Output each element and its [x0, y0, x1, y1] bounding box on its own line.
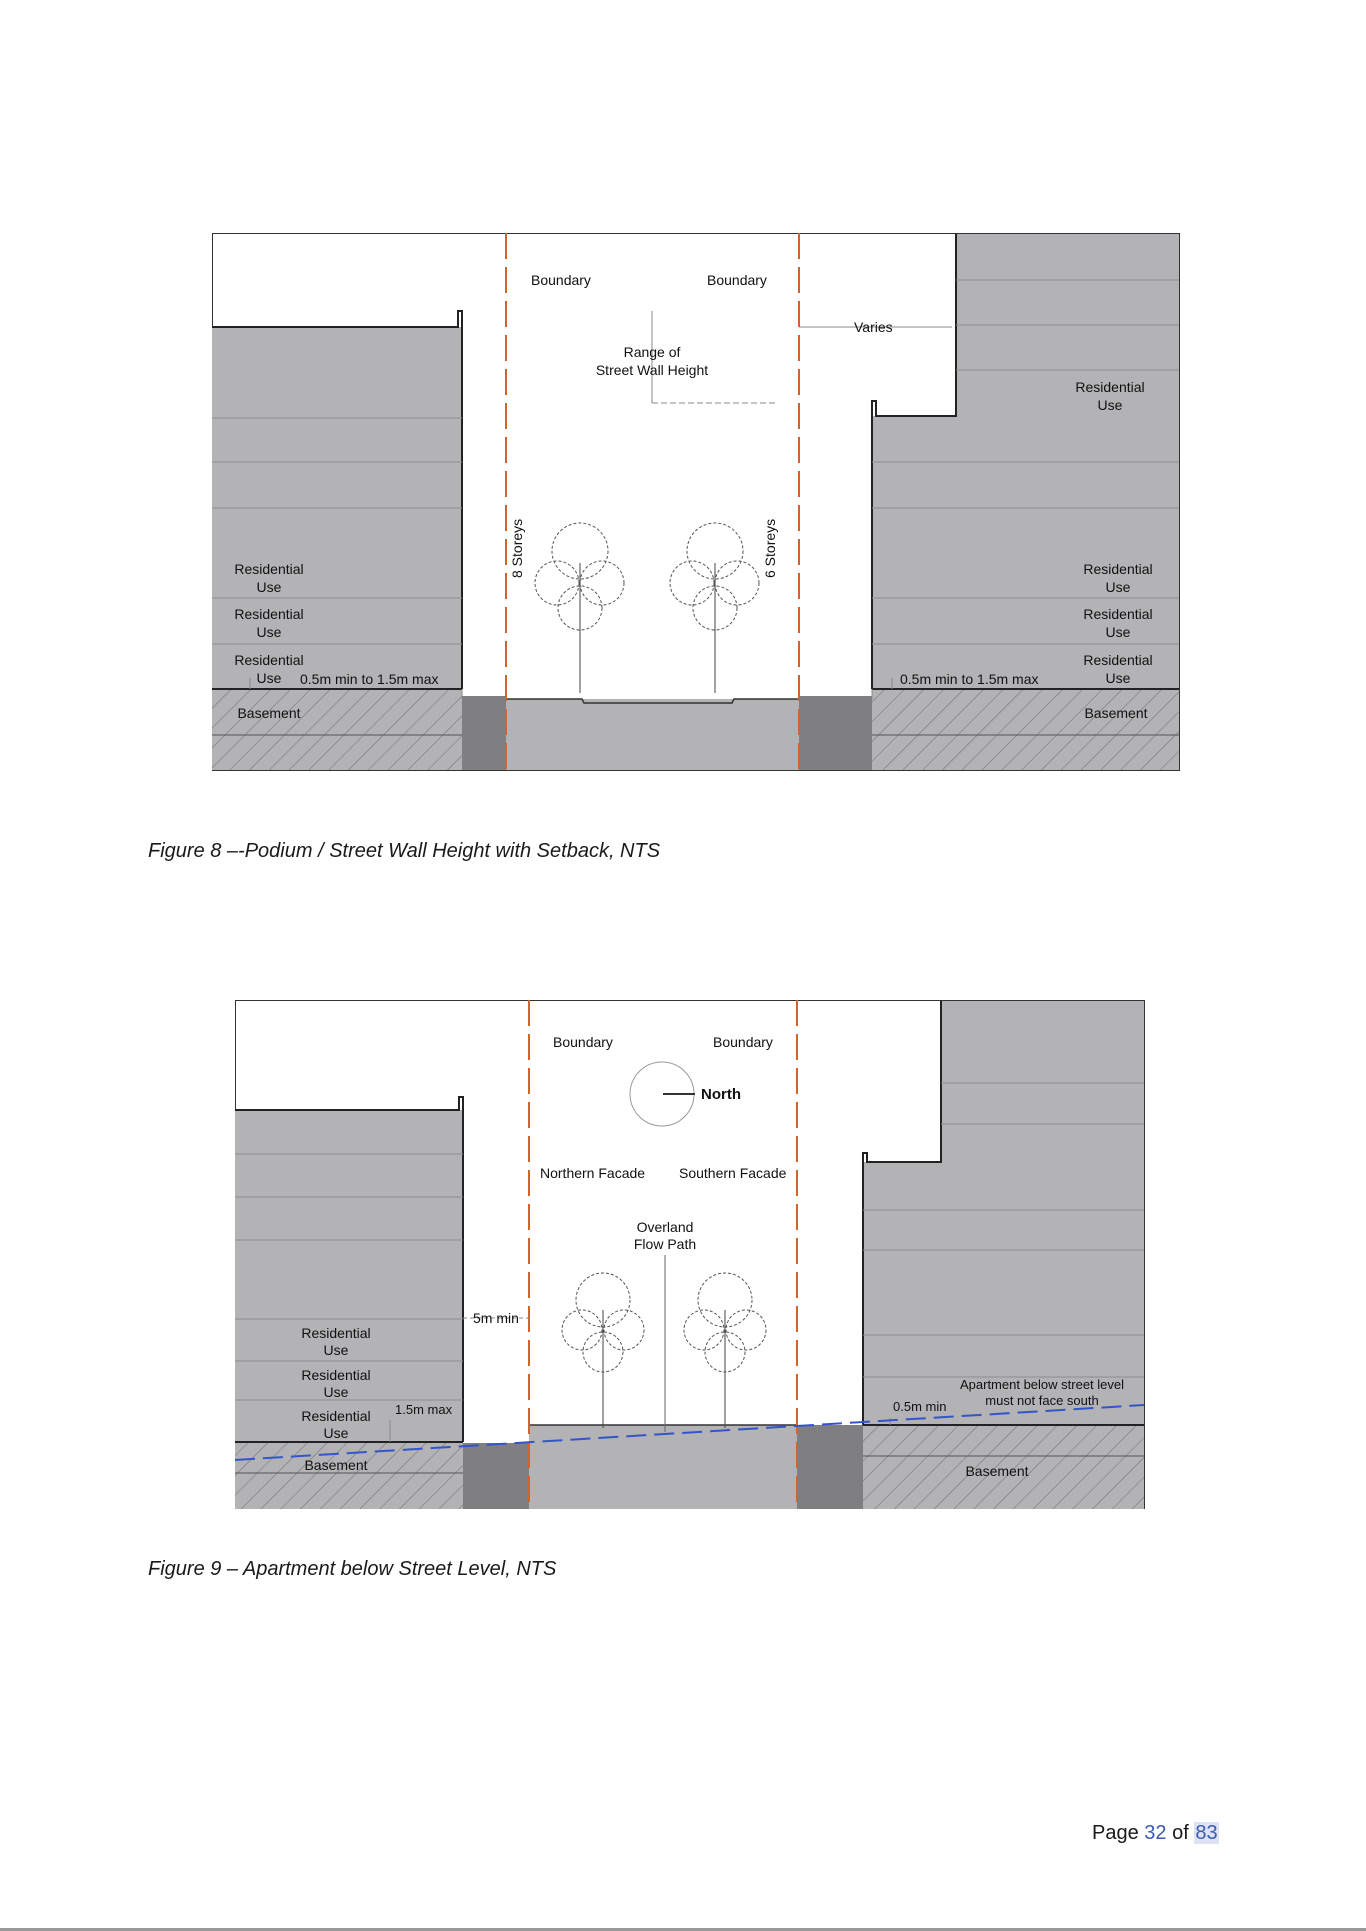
- f8-res-right-b1: Residential: [1083, 606, 1153, 622]
- f8-res-right-c1: Residential: [1083, 652, 1153, 668]
- f8-res-left-a2: Use: [256, 579, 282, 595]
- left-basement: [212, 690, 462, 770]
- street: [529, 1425, 797, 1509]
- f8-res-right-a1: Residential: [1083, 561, 1153, 577]
- street: [506, 699, 799, 770]
- f9-res-a1: Residential: [301, 1325, 371, 1341]
- f8-res-upper-right-1: Residential: [1075, 379, 1145, 395]
- figure-9-caption: Figure 9 – Apartment below Street Level, NTS: [148, 1558, 557, 1580]
- page-current: 32: [1144, 1822, 1167, 1844]
- f8-res-right-a2: Use: [1105, 579, 1131, 595]
- page-total: 83: [1195, 1822, 1218, 1844]
- f9-5m-min: 5m min: [473, 1310, 519, 1326]
- f8-res-upper-right-2: Use: [1097, 397, 1123, 413]
- f9-overland-line1: Overland: [636, 1219, 694, 1235]
- f8-storeys-right: 6 Storeys: [762, 518, 778, 578]
- f8-res-left-a1: Residential: [234, 561, 304, 577]
- left-dark-strip: [462, 696, 506, 770]
- f9-res-b1: Residential: [301, 1367, 371, 1383]
- f9-boundary-right: Boundary: [713, 1034, 773, 1050]
- f8-setback-right: 0.5m min to 1.5m max: [900, 671, 1039, 687]
- f9-boundary-left: Boundary: [553, 1034, 613, 1050]
- f8-range-line2: Street Wall Height: [595, 362, 709, 378]
- figure-9-diagram: [235, 1000, 1147, 1512]
- f8-res-right-c2: Use: [1105, 670, 1131, 686]
- f8-boundary-right: Boundary: [707, 272, 767, 288]
- f8-storeys-left: 8 Storeys: [509, 518, 525, 578]
- f9-basement-right: Basement: [965, 1463, 1029, 1479]
- left-building: [235, 1110, 463, 1442]
- f9-north: North: [701, 1086, 741, 1103]
- f9-southern-facade: Southern Facade: [679, 1165, 787, 1181]
- f8-res-left-b2: Use: [256, 624, 282, 640]
- f9-northern-facade: Northern Facade: [540, 1165, 646, 1181]
- f8-res-left-b1: Residential: [234, 606, 304, 622]
- f9-overland-line2: Flow Path: [633, 1236, 697, 1252]
- right-dark-strip: [797, 1425, 863, 1509]
- f8-varies: Varies: [854, 319, 893, 335]
- f9-res-c2: Use: [323, 1425, 349, 1441]
- f8-basement-right: Basement: [1084, 705, 1148, 721]
- figure-8-diagram: [212, 233, 1180, 773]
- page-of-word: of: [1172, 1822, 1189, 1844]
- right-basement: [872, 690, 1179, 770]
- figure-8-svg: [212, 233, 1180, 773]
- page-number: [1092, 1822, 1219, 1845]
- f9-apartment-line2: must not face south: [985, 1393, 1099, 1408]
- f9-1-5m-max: 1.5m max: [395, 1402, 453, 1417]
- f9-res-b2: Use: [323, 1384, 349, 1400]
- f9-res-c1: Residential: [301, 1408, 371, 1424]
- f8-res-left-c1: Residential: [234, 652, 304, 668]
- f8-basement-left: Basement: [237, 705, 301, 721]
- f9-0-5m-min: 0.5m min: [893, 1399, 947, 1414]
- f8-boundary-left: Boundary: [531, 272, 591, 288]
- f8-range-line1: Range of: [623, 344, 681, 360]
- left-dark-strip: [463, 1443, 529, 1509]
- page-word: Page: [1092, 1822, 1139, 1844]
- figure-9-svg: [235, 1000, 1147, 1512]
- right-dark-strip: [799, 696, 872, 770]
- f8-res-right-b2: Use: [1105, 624, 1131, 640]
- f9-basement-left: Basement: [304, 1457, 368, 1473]
- f8-res-left-c2: Use: [256, 670, 282, 686]
- f9-res-a2: Use: [323, 1342, 349, 1358]
- f9-apartment-line1: Apartment below street level: [959, 1377, 1125, 1392]
- f8-setback-left: 0.5m min to 1.5m max: [300, 671, 439, 687]
- figure-8-caption: Figure 8 –-Podium / Street Wall Height with Setback, NTS: [148, 840, 661, 862]
